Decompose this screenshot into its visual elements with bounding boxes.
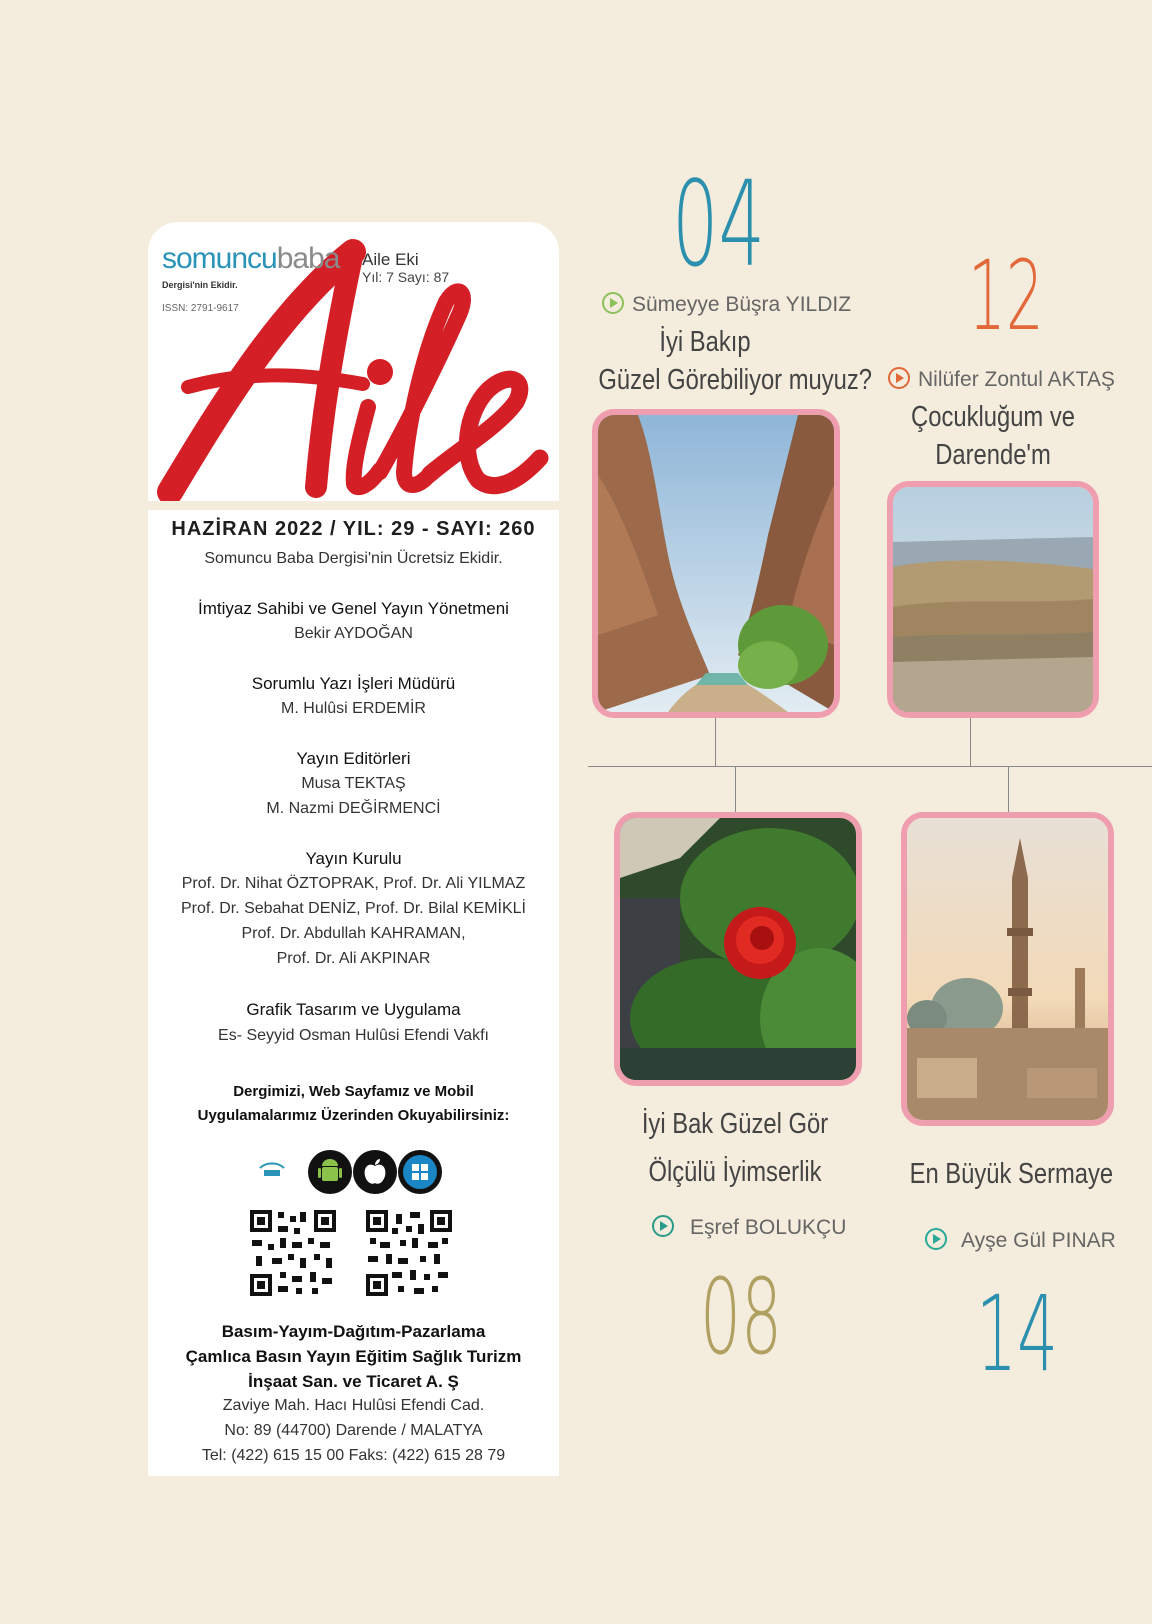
qr-code-icon[interactable] <box>366 1210 452 1296</box>
board-line-4: Prof. Dr. Ali AKPINAR <box>276 950 431 967</box>
brand-subtitle: Dergisi'nin Ekidir. <box>162 280 238 290</box>
article-author: Eşref BOLUKÇU <box>652 1215 846 1240</box>
board-line-2: Prof. Dr. Sebahat DENİZ, Prof. Dr. Bilal KEMİKLİ <box>180 900 526 917</box>
masthead <box>148 222 559 501</box>
connector-line <box>1008 766 1009 812</box>
canyon-photo[interactable] <box>592 409 840 718</box>
design-name: Es- Seyyid Osman Hulûsi Efendi Vakfı <box>218 1027 489 1044</box>
editor-2: M. Nazmi DEĞİRMENCİ <box>266 800 441 817</box>
rose-photo[interactable] <box>614 812 862 1086</box>
editor-heading: Sorumlu Yazı İşleri Müdürü <box>251 674 456 693</box>
editor-1: Musa TEKTAŞ <box>301 775 406 792</box>
article-author: Sümeyye Büşra YILDIZ <box>602 292 851 317</box>
address-line-1: Zaviye Mah. Hacı Hulûsi Efendi Cad. <box>222 1397 485 1414</box>
owner-heading: İmtiyaz Sahibi ve Genel Yayın Yönetmeni <box>198 599 509 618</box>
mosque-photo[interactable] <box>901 812 1114 1126</box>
article-author: Ayşe Gül PINAR <box>925 1228 1116 1253</box>
read-line-2: Uygulamalarımız Üzerinden Okuyabilirsiniz: <box>197 1107 510 1124</box>
year-issue: Yıl: 7 Sayı: 87 <box>362 269 450 285</box>
press-line-1: Basım-Yayım-Dağıtım-Pazarlama <box>221 1322 486 1341</box>
article-title[interactable]: İyi Bak Güzel Gör Ölçülü İyimserlik <box>641 1108 829 1189</box>
android-icon[interactable] <box>308 1150 352 1194</box>
brand-logo: somuncubaba <box>162 242 340 275</box>
connector-line <box>970 718 971 766</box>
windows-icon[interactable] <box>398 1150 442 1194</box>
connector-line <box>588 766 1152 767</box>
press-line-2: Çamlıca Basın Yayın Eğitim Sağlık Turizm <box>185 1347 522 1366</box>
darende-town-photo[interactable] <box>887 481 1099 718</box>
apple-icon[interactable] <box>353 1150 397 1194</box>
info-panel <box>148 510 559 1476</box>
article-title[interactable]: Çocukluğum ve Darende'm <box>911 401 1075 472</box>
play-icon <box>925 1228 947 1250</box>
play-icon <box>888 367 910 389</box>
board-line-1: Prof. Dr. Nihat ÖZTOPRAK, Prof. Dr. Ali YILMAZ <box>181 875 526 892</box>
page-number-14: 14 <box>976 1273 1059 1395</box>
issue-subtitle: Somuncu Baba Dergisi'nin Ücretsiz Ekidir. <box>204 550 503 567</box>
article-title[interactable]: İyi Bakıp Güzel Görebiliyor muyuz? <box>598 326 872 397</box>
connector-line <box>715 718 716 766</box>
read-line-1: Dergimizi, Web Sayfamız ve Mobil <box>233 1083 474 1100</box>
address-line-2: No: 89 (44700) Darende / MALATYA <box>224 1422 483 1439</box>
board-heading: Yayın Kurulu <box>305 849 402 868</box>
e-dergi-icon[interactable] <box>258 1158 286 1182</box>
editor-name: M. Hulûsi ERDEMİR <box>281 700 426 717</box>
page-number-04: 04 <box>672 155 766 293</box>
design-heading: Grafik Tasarım ve Uygulama <box>246 1000 461 1019</box>
supplement-label: Aile Eki <box>362 250 419 269</box>
issue-date: HAZİRAN 2022 / YIL: 29 - SAYI: 260 <box>171 518 536 540</box>
phone-line: Tel: (422) 615 15 00 Faks: (422) 615 28 79 <box>201 1447 506 1464</box>
editors-heading: Yayın Editörleri <box>296 749 411 768</box>
owner-name: Bekir AYDOĞAN <box>294 625 413 642</box>
issn: ISSN: 2791-9617 <box>162 303 239 314</box>
article-author: Nilüfer Zontul AKTAŞ <box>888 367 1115 392</box>
play-icon <box>652 1215 674 1237</box>
article-title[interactable]: En Büyük Sermaye <box>909 1158 1114 1190</box>
press-line-3: İnşaat San. ve Ticaret A. Ş <box>248 1372 459 1391</box>
play-icon <box>602 292 624 314</box>
connector-line <box>735 766 736 812</box>
page-number-08: 08 <box>700 1256 783 1378</box>
qr-code-icon[interactable] <box>250 1210 336 1296</box>
board-line-3: Prof. Dr. Abdullah KAHRAMAN, <box>241 925 466 942</box>
page-number-12: 12 <box>968 240 1044 352</box>
